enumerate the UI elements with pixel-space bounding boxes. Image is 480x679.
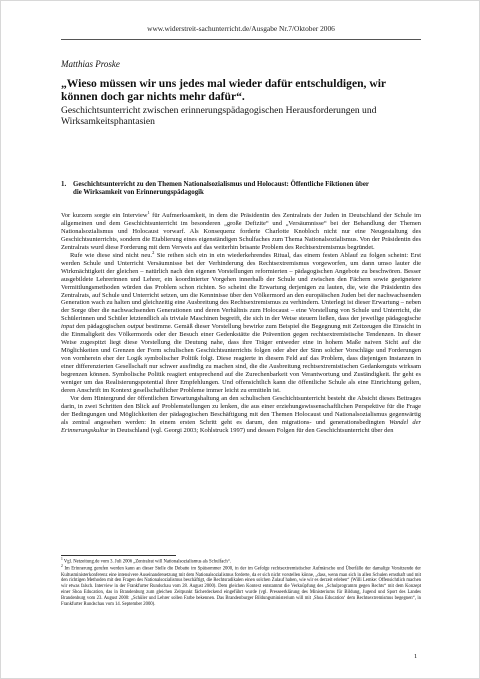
paragraph-2	[61, 249, 421, 395]
section-heading-line1: Geschichtsunterricht zu den Themen Nationalsozialismus und Holocaust: Öffentliche Fiktionen über	[73, 181, 369, 188]
article-subtitle: Geschichtsunterricht zwischen erinnerungspädagogischen Herausforderungen und Wirksamkeitsphantasien	[61, 105, 377, 127]
paragraph-1	[61, 209, 421, 252]
paragraph-3-part-b: in Deutschland (vgl. Georgi 2003; Kohlstruck 1997) und dessen Folgen für den Geschichtsunterricht über den	[108, 426, 394, 434]
footnote-ref-2[interactable]: 2	[152, 249, 155, 255]
paragraph-2-part-d: bestimme. Gemäß dieser Vorstellung bewirke zum Beispiel die Begegnung mit Zeitzeugen die Einsicht in die Einmaligkeit des Völkermords oder der Besuch einer Gedenkstätte die Prävention gegen rechtsextremistische Tendenzen. In dieser Weise zugespitzt liegt diese Vorstellung die Deutung nahe, dass ihre Träger entweder eine in hohem Maße naiven Sicht auf die Möglichkeiten und Grenzen der Form schulischen Geschichtsunterrichts folgen oder aber der Sinn solcher Vorschläge und Forderungen von vornherein eher der Logik symbolischer Politik folgt. Diese reagierte in diesem Feld auf das Problem, dass diejenigen Instanzen in einer differenzierten Gesellschaft nur schwer ausfindig zu machen sind, die die Ausbreitung rechtsextremistischen Gedankenguts wirksam begrenzen können. Symbolische Politik reagiert entsprechend auf die Zurechenbarkeit von Verantwortung und Zuständigkeit. Ihr geht es weniger um das Realisierungspotential ihrer Empfehlungen. Und offensichtlich kann die öffentliche Schule als eine Einrichtung gelten, deren Anschrift im Kontext gesellschaftlicher Probleme immer leicht zu ermitteln ist.	[61, 323, 421, 394]
header-divider	[61, 39, 421, 40]
emphasis-output: output	[127, 323, 144, 331]
author-name: Matthias Proske	[61, 59, 120, 69]
section-number: 1.	[61, 181, 67, 188]
emphasis-input: input	[61, 323, 75, 331]
paragraph-2-part-b: Sie reihen sich ein in ein wiederkehrendes Ritual, das einem festen Ablauf zu folgen scheint: Erst werden Schule und Unterricht Versäumnisse bei der Verhinderung des Rechtsextremismus vorgeworfen, um dann umso lauter die Wirkmächtigkeit der gleichen – natürlich nach den eigenen Vorstellungen reformierten – pädagogischen Angebote zu beschwören. Besser ausgebildete Lehrerinnen und Lehrer, ein koordinierter Vorgehen innerhalb der Schule und zwischen den Fächern sowie geeignetere Vermittlungsmethoden würden das Problem schon richten. So scheint die Erwartung derjenigen zu lauten, die, wie die Präsidentin des Zentralrats, auf Schule und Unterricht setzen, um die Kenntnisse über den Völkermord an den europäischen Juden bei der nachwachsenden Generation wach zu halten und gleichzeitig eine Ausbreitung des Rechtsextremismus zu verhindern. Unterlegt ist dieser Erwartung – neben der Sorge über die nachwachsenden Generationen und deren Verhältnis zum Holocaust – eine Vorstellung von Schule und Unterricht, die Schülerinnen und Schüler letztendlich als triviale Maschinen begreift, die sich in der Weise steuern ließen, dass der jeweilige pädagogische	[61, 251, 421, 323]
footnote-ref-1[interactable]: 1	[147, 209, 150, 215]
footnote-2-number: 2	[61, 564, 63, 569]
paragraph-3	[61, 395, 421, 435]
footnotes	[61, 559, 421, 609]
paragraph-1-part-a: Vor kurzem sorgte ein Interview	[61, 212, 148, 219]
article-title: „Wieso müssen wir uns jedes mal wieder dafür entschuldigen, wir können doch gar nichts mehr dafür“.	[61, 77, 386, 104]
paragraph-2-part-a: Rufe wie diese sind nicht neu.	[70, 251, 153, 259]
footnote-2	[61, 566, 421, 608]
paragraph-2-part-c: den pädagogischen	[74, 323, 128, 331]
footnote-1	[61, 559, 421, 565]
paragraph-1-part-b: für Aufmerksamkeit, in dem die Präsidentin des Zentralrats der Juden in Deutschland der Schule im allgemeinen und dem Geschichtsunterricht im besonderen „große Defizite“ und „Versäumnisse“ bei der Behandlung der Themen Nationalsozialismus und Holocaust vorwarf. Als Konsequenz forderte Charlotte Knobloch nicht nur eine Neugestaltung des Geschichtsunterrichts, sondern die Etablierung eines eigenständigen Schulfaches zum Thema Nationalsozialismus. Von der Präsidentin des Zentralrats wurd diese Forderung mit dem Verweis auf das weiterhin brisante Problem des Rechtsextremismus begründet.	[61, 212, 421, 251]
footnote-1-number: 1	[61, 557, 63, 561]
paragraph-3-part-a: Vor dem Hintergrund der öffentlichen Erwartungshaltung an den schulischen Geschichtsunterricht besteht die Absicht dieses Beitrages darin, in zwei Schritten den Blick auf Problemstellungen zu lenken, die aus einer erziehungswissenschaftlichen Perspektive für die Frage der Bedingungen und Möglichkeiten der pädagogischen Beschäftigung mit den Themen Holocaust und Nationalsozialismus gegenwärtig als zentral angesehen werden: In einem ersten Schritt geht es darum, den migrations- und generationsbedingten	[61, 394, 421, 426]
emphasis-wandel: Wandel der Erinnerungskultur	[61, 418, 422, 434]
page-number: 1	[414, 653, 418, 660]
header-url-line: www.widerstreit-sachunterricht.de/Ausgabe Nr.7/Oktober 2006	[147, 24, 335, 33]
footnote-divider	[61, 555, 176, 556]
section-heading-line2: die Wirksamkeit von Erinnerungspädagogik	[73, 189, 204, 197]
footnote-1-text: Vgl. Netzeitung.de vom 3. Juli 2006 „Zentralrat will Nationalsozialismus als Schulfach“.	[62, 559, 232, 565]
section-heading	[61, 181, 421, 198]
body-text	[61, 209, 422, 435]
footnote-2-text: Im Erinnerung gerufen werden kann an dieser Stelle die Debatte im Spätsommer 2000, in der im Gefolge rechtsextremistischer Aufmärsche und Überfälle der damalige Vorsitzende der Kultusministerkonferenz eine intensivere Auseinandersetzung mit dem Nationalsozialismus forderte, da er sich nicht vorstellen könne, „dass, wenn man sich in allen Schulen ernsthaft und mit den richtigen Methoden mit den Fragen des Nationalsozialismus beschäftigt, die Rechtsradikalen einen solchen Zulauf haben, wie wir es derzeit erleben“ (Willi Lemke: Offensichtlich machen wir etwas falsch. Interview in der Frankfurter Rundschau vom 28. August 2000). Dem gleichen Kontext entstammt die Verknüpfung des „Schulprogramm gegen Rechts“ mit dem Konzept einer Shoa Education, das in Brandenburg zum gleichen Zeitpunkt fächerdeckend eingeführt wurde (vgl. Presseerklärung des Ministeriums für Bildung, Jugend und Sport des Landes Brandenburg vom 23. August 2000: „Schüler und Lehrer sollen Farbe bekennen. Das Brandenburger Bildungsministerium will mit ‚Shoa Education‘ dem Rechtsextremismus begegnen“, in Frankfurter Rundschau vom 14. September 2000).	[61, 566, 421, 608]
